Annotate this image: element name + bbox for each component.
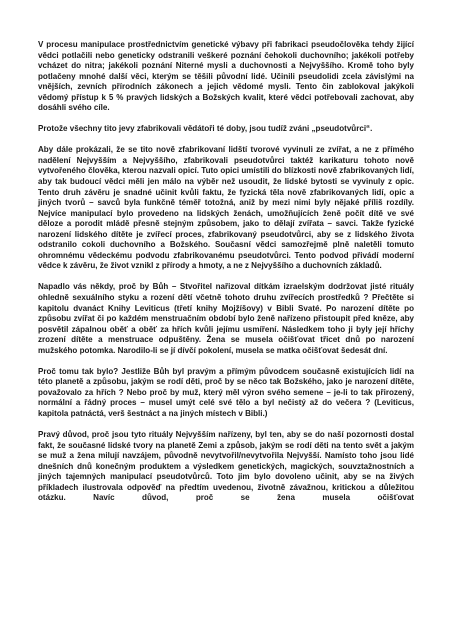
paragraph-3: Aby dále prokázali, že se tito nově zfabrikovaní lidští tvorové vyvinuli ze zvířat, a ne z přímého nadělení Nejvyšším a Nejvyššího, zfabrikovali pseudotvůrci taktéž karikaturu tohoto nově vytvořeného člověka, kterou nazvali opicí. Tuto opici umístili do blízkosti nově zfabrikovaných lidí, aby tak budoucí vědci měli jen málo na výběr než usoudit, že lidské bytosti se vyvinuly z opic. Tento druh závěru je snadné učinit kvůli faktu, že fyzická těla nově zfabrikovaných lidí, opic a jiných tvorů – savců byla funkčně téměř totožná, aniž by mezi nimi byly nějaké příliš rozdíly. Nejvíce manipulací bylo provedeno na lidských ženách, umožňujících ženě počít dítě ve své děloze a porodit mládě přesně stejným způsobem, jako to dělají zvířata – savci. Takže fyzické narození lidského dítěte je zvířecí proces, zfabrikovaný pseudotvůrci, aby se z lidského života odstranilo cokoli duchovního a Božského. Současní vědci samozřejmě plně naletěli tomuto ohromnému vědeckému podvodu zfabrikovanému pseudotvůrci. Tento podvod přivádí moderní vědce k závěru, že život vznikl z přírody a hmoty, a ne z Nejvyššího a duchovních základů. bbox=[38, 145, 414, 271]
paragraph-2: Protože všechny tito jevy zfabrikovali vědátoři té doby, jsou tudíž zváni „pseudotvůrci“. bbox=[38, 124, 373, 134]
document-page bbox=[38, 40, 414, 504]
paragraph-1: V procesu manipulace prostřednictvím genetické výbavy při fabrikaci pseudočlověka tehdy žijící vědci potlačili nebo geneticky odstranili veškeré poznání čehokoli duchovního; jakékoli potřeby vcházet do nitra; jakékoli poznání Niterné mysli a duchovnosti a Nejvyššího. Kromě toho byly potlačeny mnohé další věci, kterým se těšili původní lidé. Učinili pseudolidi zcela závislými na vnějších, zevních přírodních zákonech a jejich vědomé mysli. Tento čin zablokoval jakýkoli vědomý přístup k 5 % pravých lidských a Božských kvalit, které vědci potřebovali zachovat, aby dosáhli svého cíle. bbox=[38, 40, 414, 113]
paragraph-4: Napadlo vás někdy, proč by Bůh – Stvořitel nařizoval dítkám izraelským dodržovat jisté rituály ohledně sexuálního styku a rození dětí včetně tohoto druhu zvířecích prostředků ? Přečtěte si kapitolu dvanáct Knihy Leviticus (třetí knihy Mojžíšovy) v Bibli Svaté. Po narození dítěte po způsobu zvířat či po každém menstruačním období bylo ženě nařízeno přistoupit před kněze, aby posvětil zápalnou oběť a oběť za hřích kvůli jejímu usmíření. Následkem toho ji byly její hříchy zrození dítěte a menstruace odpuštěny. Žena se musela očišťovat třicet dnů po narození mužského potomka. Narodilo-li se jí dívčí pokolení, musela se matka očišťovat šedesát dní. bbox=[38, 282, 414, 355]
paragraph-5: Proč tomu tak bylo? Jestliže Bůh byl pravým a přímým původcem současně existujících lidí na této planetě a způsobu, jakým se rodí děti, proč by se něco tak Božského, jako je narození dítěte, považovalo za hřích ? Nebo proč by muž, který měl výron svého semene – je-li to tak přirozený, normální a řádný proces – musel umýt celé své tělo a byl nečistý až do večera ? (Leviticus, kapitola patnáctá, verš šestnáct a na jiných místech v Bibli.) bbox=[38, 366, 414, 418]
paragraph-6: Pravý důvod, proč jsou tyto rituály Nejvyšším nařízeny, byl ten, aby se do naší pozornosti dostal fakt, že současné lidské tvory na planetě Zemi a způsob, jakým se rodí děti na tento svět a jakým se muž a žena milují navzájem, původně nevytvořil/nevytvořila Nejvyšší. Namísto toho jsou lidé dnešních dnů konečným produktem a výsledkem genetických, magických, souvztažnostních a jiných tajemných manipulací pseudotvůrců. Toto jim bylo dovoleno učinit, aby se na živých příkladech ilustrovala odpověď na předtím uvedenou, životně závažnou, kritickou a důležitou otázku. Navíc důvod, proč se žena musela očišťovat bbox=[38, 430, 414, 503]
